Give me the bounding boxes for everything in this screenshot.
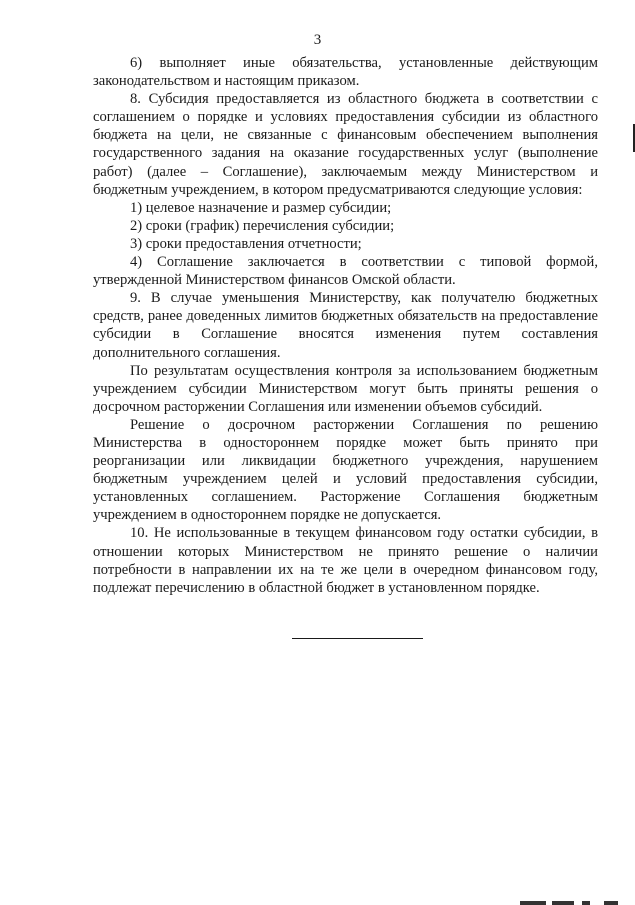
condition-item-2: 2) сроки (график) перечисления субсидии;	[130, 217, 395, 234]
paragraph-control-results: По результатам осуществления контроля за использованием бюджетным учреждением субсидии Министерством могут быть приняты решения о досрочном расторжении Соглашения или изменении объемов субсидий.	[93, 362, 598, 415]
paragraph-item-6: 6) выполняет иные обязательства, установленные действующим законодательством и настоящим приказом.	[93, 55, 598, 90]
condition-item-1: 1) целевое назначение и размер субсидии;	[130, 199, 392, 216]
document-body	[93, 54, 598, 597]
end-divider-line	[292, 638, 423, 639]
paragraph-termination-decision: Решение о досрочном расторжении Соглашения по решению Министерства в одностороннем порядке может быть принято при реорганизации или ликвидации бюджетного учреждения, нарушением бюджетным учреждением целей и условий предоставления субсидии, установленных соглашением. Расторжение Соглашения бюджетным учреждением в одностороннем порядке не допускается.	[93, 416, 598, 524]
condition-item-3: 3) сроки предоставления отчетности;	[130, 235, 362, 252]
paragraph-clause-8: 8. Субсидия предоставляется из областного бюджета в соответствии с соглашением о порядке и условиях предоставления субсидии из областного бюджета на цели, не связанные с финансовым обеспечением выполнения государственного задания на оказание государственных услуг (выполнение работ) (далее – Соглашение), заключаемым между Министерством и бюджетным учреждением, в котором предусматриваются следующие условия:	[93, 91, 598, 198]
condition-item-4: 4) Соглашение заключается в соответствии с типовой формой, утвержденной Министерством финансов Омской области.	[93, 254, 598, 289]
page-number: 3	[313, 32, 322, 48]
paragraph-clause-10: 10. Не использованные в текущем финансовом году остатки субсидии, в отношении которых Министерством не принято решение о наличии потребности в направлении их на те же цели в очередном финансовом году, подлежат перечислению в областной бюджет в установленном порядке.	[93, 525, 598, 596]
bottom-scan-marks	[520, 898, 635, 905]
paragraph-clause-9: 9. В случае уменьшения Министерству, как получателю бюджетных средств, ранее доведенных лимитов бюджетных обязательств на предоставление субсидии в Соглашение вносятся изменения путем составления дополнительного соглашения.	[93, 290, 598, 361]
